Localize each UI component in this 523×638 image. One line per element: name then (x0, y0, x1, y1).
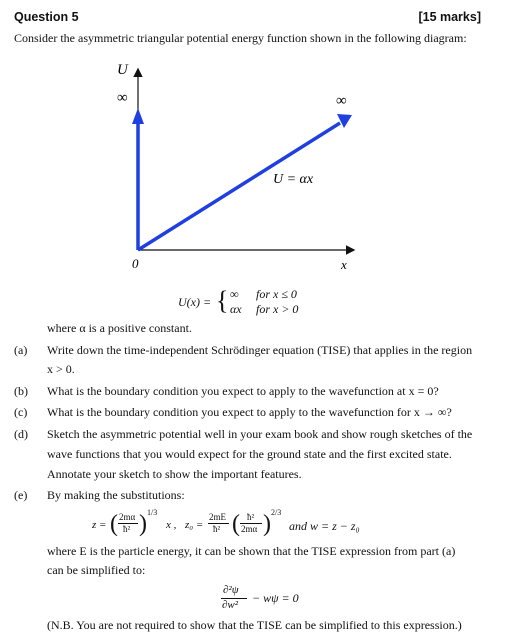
final-rest: − wψ = 0 (252, 591, 299, 605)
z0-inner-denominator: 2mα (241, 524, 258, 534)
question-marks: [15 marks] (418, 10, 481, 24)
definition-lhs: U(x) = (178, 295, 212, 309)
z0-numerator: 2mE (209, 512, 226, 522)
substitution-equation (92, 508, 422, 542)
item-label-b: (b) (14, 384, 28, 398)
right-infinity: ∞ (336, 93, 347, 109)
simplified-tise (220, 584, 340, 614)
origin-label: 0 (132, 256, 139, 271)
z-paren-close: ) (139, 511, 147, 537)
z0-paren-close: ) (263, 511, 271, 537)
case1-value: ∞ (230, 287, 239, 301)
item-a-line-1: Write down the time-independent Schrödinger equation (TISE) that applies in the region (47, 343, 473, 357)
z-lhs: z = (92, 519, 107, 531)
item-label-c: (c) (14, 405, 28, 419)
z-denominator: ħ² (123, 524, 131, 534)
z0-exponent: 2/3 (271, 508, 282, 517)
after-substitution-line-1: where E is the particle energy, it can be shown that the TISE expression from part (a) (47, 544, 456, 558)
item-b-line-1: What is the boundary condition you expect to apply to the wavefunction at x = 0? (47, 384, 439, 398)
z-exponent: 1/3 (147, 508, 158, 517)
z-variable: x , (166, 519, 177, 531)
and-w-definition: and w = z − z₀ (289, 519, 360, 533)
item-label-d: (d) (14, 427, 28, 441)
potential-definition (178, 286, 378, 318)
z0-paren-open: ( (232, 511, 240, 537)
definition-brace: { (216, 286, 229, 315)
item-e-line-1: By making the substitutions: (47, 488, 185, 502)
z0-inner-numerator: ħ² (247, 512, 255, 522)
item-label-e: (e) (14, 488, 28, 502)
after-substitution-line-2: can be simplified to: (47, 563, 146, 577)
potential-arrowhead (337, 114, 352, 128)
item-d-line-1: Sketch the asymmetric potential well in your exam book and show rough sketches of the (47, 427, 473, 441)
case2-condition: for x > 0 (256, 302, 299, 316)
constant-note: where α is a positive constant. (47, 321, 192, 335)
item-d-line-2: wave functions that you would expect for the ground state and the first excited state. (47, 447, 452, 461)
x-axis-label: x (341, 257, 347, 272)
case1-condition: for x ≤ 0 (256, 287, 297, 301)
nb-note: (N.B. You are not required to show that the TISE can be simplified to this expression.) (47, 618, 462, 632)
intro-text: Consider the asymmetric triangular potential energy function shown in the following diagram: (14, 31, 467, 45)
left-infinity: ∞ (117, 90, 128, 106)
z-paren-open: ( (110, 511, 118, 537)
potential-label: U = αx (273, 172, 314, 187)
z0-denominator: ħ² (213, 524, 221, 534)
item-c-line-1: What is the boundary condition you expect to apply to the wavefunction for x → ∞? (47, 405, 452, 419)
wall-arrowhead (132, 108, 144, 124)
item-d-line-3: Annotate your sketch to show the important features. (47, 467, 302, 481)
y-axis-label: U (117, 62, 128, 78)
final-numerator: ∂²ψ (223, 584, 239, 596)
z-numerator: 2mα (119, 512, 136, 522)
z0-lhs: z₀ = (185, 519, 204, 531)
final-denominator: ∂w² (222, 599, 239, 611)
item-a-line-2: x > 0. (47, 362, 75, 376)
question-number: Question 5 (14, 10, 79, 24)
case2-value: αx (230, 302, 242, 316)
item-label-a: (a) (14, 343, 28, 357)
